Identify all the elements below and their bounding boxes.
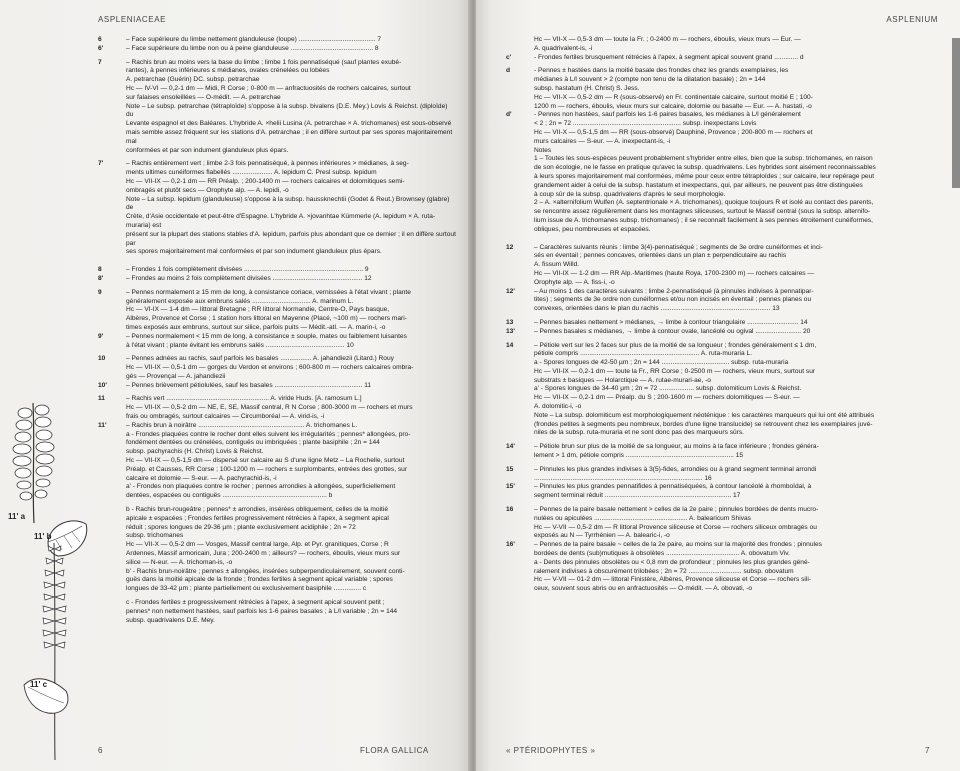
left-page <box>0 0 470 771</box>
key-line <box>506 182 926 191</box>
key-line <box>98 599 456 608</box>
key-line <box>506 342 926 351</box>
key-line <box>506 164 926 173</box>
key-text: – Pennes normalement < 15 mm de long, à consistance ± souple, mates ou faiblement luisantes <box>126 332 407 340</box>
key-text: – Pétiole brun sur plus de la moitié de sa longueur, au moins à la face inférieure ; frondes généra- <box>534 443 819 451</box>
key-line <box>98 439 456 448</box>
key-line <box>98 448 456 457</box>
key-line <box>506 429 926 438</box>
key-line <box>98 160 456 169</box>
key-text: Ardennes, Massif armoricain, Jura ; 200-2400 m ; ailleurs? — rochers, éboulis, vieux murs sur <box>126 550 401 558</box>
key-text: – Frondes au moins 2 fois complètement divisées ................................................. 12 <box>126 274 372 282</box>
couplet-number: 8' <box>98 274 104 282</box>
couplet-number: 6 <box>98 36 102 43</box>
figure-label-11b: 11' b <box>34 532 52 541</box>
key-text: apicale ± espacées ; Frondes fertiles progressivement rétrécies à l'apex, à segment apical <box>126 514 389 522</box>
key-text: Hc — VII-IX — 0,5-1 dm — gorges du Verdon et environs ; 600-800 m — rochers calcaires ombra- <box>126 364 414 372</box>
key-line <box>506 288 926 297</box>
key-line <box>506 515 926 524</box>
key-line <box>98 404 456 413</box>
key-text: – Pinnules les plus grandes pennatifides à pennatiséquées, à contour lancéolé à rhomboïdal, à <box>534 483 812 491</box>
key-line <box>506 279 926 288</box>
key-text: – Pennes basales ≤ médianes, → limbe à contour ovale, lancéolé ou ogival ......................... 20 <box>534 327 811 335</box>
key-line <box>506 199 926 208</box>
key-line <box>506 45 926 54</box>
key-text: Levante espagnol et des Baléares. L'hybride A. ×helii Lusina (A. petrarchae × A. trichomanes) est sous-observé <box>126 120 452 128</box>
couplet-number: 13' <box>506 327 515 335</box>
key-text: Note – Le subsp. petrarchae (tétraploïde) s'oppose à la subsp. bivalens (D.E. Mey.) Lovis & Reichst. (diploïde) du <box>126 102 448 119</box>
couplet-number: 11' <box>98 421 107 429</box>
key-text: – Frondes 1 fois complètement divisées ................................................................. 9 <box>126 266 369 274</box>
key-text: – Face supérieure du limbe non ou à peine glanduleuse ............................................. 8 <box>126 44 379 52</box>
key-text: – Rachis brun à noirâtre .......................................................... A. trichomanes L. <box>126 421 358 429</box>
key-text: longues de 33-42 µm ; plante partiellement ou exclusivement basiphile ............... c <box>126 585 367 593</box>
key-line <box>506 532 926 541</box>
couplet-number: c' <box>506 53 512 61</box>
key-text: Crète, d'Asie occidentale et peut-être d'Espagne. L'hybride A. ×jovanhtae Kümmerle (A. lepidum × A. ruta-muraria) est <box>126 213 436 229</box>
key-text: - Pennes ± hastées dans la moitié basale des frondes chez les grands exemplaires, les <box>534 67 789 75</box>
key-line <box>98 355 456 364</box>
key-line <box>98 324 456 333</box>
couplet-number: 8 <box>98 266 102 274</box>
key-text: a' - Spores longues de 34-40 µm ; 2n = 72 ................... subsp. dolomiticum Lovis & Reichst. <box>534 385 802 393</box>
key-text: b - Rachis brun-rougeâtre ; pennes* ± arrondies, insérées obliquement, celles de la moitié <box>126 506 389 514</box>
key-text: gés — Provençal — A. jahandiezii <box>126 372 226 380</box>
key-line <box>506 252 926 261</box>
couplet-number: 11 <box>98 395 105 403</box>
key-line <box>506 270 926 279</box>
key-line <box>98 76 456 85</box>
key-line <box>98 364 456 373</box>
key-text: a' - Frondes non plaquées contre le rocher ; pennes arrondies à allongées, superficiellement <box>126 483 396 491</box>
fern-illustration-11c <box>20 535 90 765</box>
key-spacer <box>506 235 926 244</box>
key-text: Hc — VII-IX — 1-2 dm — RR Alp.-Maritimes (haute Roya, 1700-2300 m) — rochers calcaires — <box>534 269 814 277</box>
key-line <box>506 524 926 533</box>
couplet-number: 13 <box>506 318 514 326</box>
key-text: Hc — IV-VI — 0,2-1 dm — Midi, R Corse ; 0-800 m — anfractuosités de rochers calcaires, surtout <box>126 84 411 92</box>
key-text: times exposés aux embruns, surtout sur silice, parfois puits — Médit.-atl. — A. marin-i, -o <box>126 323 386 331</box>
key-line <box>506 403 926 412</box>
key-line <box>506 155 926 164</box>
couplet-number: 14' <box>506 443 515 451</box>
key-text: Hc — V-VII — 0,5-2 dm — R littoral Provence siliceuse et Corse — rochers siliceux ombragés ou <box>534 523 817 531</box>
key-text: nulées ou apiculées ................................................... A. balearicum Shivas <box>534 514 751 522</box>
key-text: réduit ; spores longues de 29-36 µm ; plante exclusivement acidiphile ; 2n = 72 <box>126 523 356 531</box>
key-line <box>98 178 456 187</box>
key-line <box>506 208 926 217</box>
fern-illustration-11a <box>4 398 64 528</box>
figure-label-11c: 11' c <box>30 680 48 689</box>
key-text: niles de la subsp. ruta-muraria et ne sont donc pas des marqueurs sûrs. <box>534 429 745 437</box>
key-line <box>506 443 926 452</box>
key-line <box>506 296 926 305</box>
key-line <box>506 111 926 120</box>
key-text: à l'état vivant ; plante évitant les embruns salés ........................................... 10 <box>126 341 354 349</box>
key-line <box>506 85 926 94</box>
taxon-name: subsp. pachyrachis (H. Christ) Lovis & Reichst. <box>126 448 264 456</box>
key-line <box>98 550 456 559</box>
key-line <box>98 382 456 391</box>
couplet-number: 12 <box>506 243 514 251</box>
key-text: a - Frondes plaquées contre le rocher dont elles suivent les irrégularités ; pennes* allongées, pro- <box>126 430 411 438</box>
key-text: guës dans la moitié apicale de la fronde ; frondes fertiles à segment apical variable ; spores <box>126 576 393 584</box>
key-line <box>506 147 926 156</box>
key-line <box>506 483 926 492</box>
key-line <box>506 191 926 200</box>
key-line <box>98 395 456 404</box>
key-line <box>98 315 456 324</box>
key-text: Note – La subsp. dolomiticum est morphologiquement néoténique : les caractères marqueurs qui lui ont été attribués <box>534 411 875 419</box>
key-text: obliques, peu nombreuses et espacées. <box>534 225 651 233</box>
key-line <box>98 306 456 315</box>
key-line <box>506 550 926 559</box>
key-line <box>98 45 456 54</box>
key-line <box>506 138 926 147</box>
key-text: de son écologie, ne le fasse en pratique qu'avec la subsp. quadrivalens. Les hybrides sont aisément reconnaissables <box>534 164 876 172</box>
key-line <box>98 506 456 515</box>
key-text: – Face supérieure du limbe nettement glanduleuse (loupe) .......................................... 7 <box>126 36 382 43</box>
couplet-number: 12' <box>506 287 515 295</box>
key-line <box>98 196 456 214</box>
couplet-number: d <box>506 67 511 75</box>
couplet-number: 15 <box>506 465 514 473</box>
key-text: – Au moins 1 des caractères suivants : limbe 2-pennatiséqué (à pinnules indivises à pennatipar- <box>534 287 814 295</box>
key-line <box>98 147 456 156</box>
key-text: présent sur la plupart des stations stables d'A. lepidum, parfois plus abondant que ce dernier ; il en diffère surtout par <box>126 230 456 247</box>
key-text: substrats ± basiques — Holarctique — A. rutae-murari-ae, -o <box>534 376 711 384</box>
key-text: Hc — VII-X — 0,5-1,5 dm — RR (sous-observé) Dauphiné, Provence ; 200-800 m — rochers et <box>534 128 813 136</box>
key-text: Hc — VII-IX — 0,2-1 dm — Préalp. du S ; 200-1600 m — rochers dolomitiques — S-eur. — <box>534 394 800 402</box>
key-line <box>506 576 926 585</box>
key-line <box>98 492 456 501</box>
key-line <box>98 608 456 617</box>
key-text: Hc — V-VII — 01-2 dm — littoral Finistère, Albères, Provence siliceuse et Corse — rochers sili- <box>534 576 812 584</box>
key-line <box>506 377 926 386</box>
key-text: Hc — VII-X — 0,5-3 dm — toute la Fr. ; 0-2400 m — rochers, éboulis, vieux murs — Eur. — <box>534 36 801 43</box>
key-line <box>506 36 926 45</box>
key-text: Hc — VII-IX — 0,2-1 dm — RR Préalp. ; 200-1400 m — rochers calcaires et dolomitiques semi- <box>126 177 405 185</box>
key-text: – Pétiole vert sur les 2 faces sur plus de la moitié de sa longueur ; frondes généralement ≤ 1 dm, <box>534 341 817 349</box>
key-text: Albères, Provence et Corse ; 1 station hors littoral en Mayenne (Placé, ~100 m) — rochers mari- <box>126 315 407 323</box>
footer-left: FLORA GALLICA <box>360 746 429 755</box>
footer-right: « PTÉRIDOPHYTES » <box>506 746 596 755</box>
key-text: – Pennes brièvement pétiolulées, sauf les basales ................................................ 11 <box>126 381 372 389</box>
key-text: 1200 m — rochers, éboulis, vieux murs sur calcaire, dolomie ou basalte — Eur. — A. hastati, -o <box>534 102 812 110</box>
key-line <box>506 103 926 112</box>
key-line <box>98 59 456 68</box>
right-page <box>476 0 960 771</box>
key-text: Hc — VII-X — 0,5-2 dm — R (sous-observé) en Fr. continentale calcaire, surtout moitié E ; 100- <box>534 93 813 101</box>
key-text: segment terminal réduit ..................................................................... 17 <box>534 492 741 500</box>
key-text: grandement aider à celui de la subsp. hastatum et inexpectans, qui, par ailleurs, ne peuvent pas être distinguées <box>534 181 863 189</box>
couplet-number: 9' <box>98 332 104 340</box>
key-text: ceux, souvent sous abris ou en anfractuosités — O-médit. — A. obovati, -o <box>534 585 753 593</box>
running-head-right: ASPLENIUM <box>886 15 938 24</box>
key-line <box>98 85 456 94</box>
key-text: – Pennes basales nettement > médianes, → limbe à contour triangulaire ............................ 14 <box>534 318 808 326</box>
taxon-name: subsp. quadrivalens D.E. Mey. <box>126 616 215 624</box>
key-line <box>98 413 456 422</box>
key-line <box>98 129 456 147</box>
key-text: a - Dents des pinnules obsolètes ou < 0,8 mm de profondeur ; pinnules les plus grandes géné- <box>534 558 810 566</box>
couplet-number: 9 <box>98 288 102 296</box>
key-line <box>506 394 926 403</box>
couplet-number: 16' <box>506 541 515 549</box>
key-line <box>98 466 456 475</box>
key-text: mais semble assez fréquent sur les stations d'A. petrarchae ; il en diffère surtout par ses spores majoritairement mal <box>126 128 453 145</box>
key-line <box>506 305 926 314</box>
key-line <box>506 261 926 270</box>
key-line <box>98 275 456 284</box>
key-text: ments ultimes cunéiformes flabellés ...................... A. lepidum C. Presl subsp. lepidum <box>126 169 377 177</box>
key-line <box>98 103 456 121</box>
key-text: a - Spores longues de 42-50 µm ; 2n = 144 ..................................... subsp. ruta-muraria <box>534 359 789 367</box>
couplet-number: 16 <box>506 506 514 514</box>
key-line <box>98 475 456 484</box>
key-line <box>506 368 926 377</box>
key-text: se rencontre assez régulièrement dans les montagnes siliceuses, surtout le Massif central (sous la subsp. alternifo- <box>534 208 871 216</box>
key-text: < 2 ; 2n = 72 ........................................................... subsp. inexpectans Lovis <box>534 120 757 128</box>
key-line <box>98 431 456 440</box>
key-line <box>506 568 926 577</box>
couplet-number: d' <box>506 111 512 119</box>
key-text: dentées, espacées ou contiguës ......................................................... b <box>126 492 333 500</box>
key-line <box>98 559 456 568</box>
key-text: 1 – Toutes les sous-espèces peuvent probablement s'hybrider entre elles, bien que la subsp. trichomanes, en raison <box>534 155 873 163</box>
key-text: médianes à L/l souvent > 2 (compte non tenu de la dilatation basale) ; 2n = 144 <box>534 76 766 84</box>
key-line <box>506 120 926 129</box>
key-line <box>506 76 926 85</box>
key-line <box>98 515 456 524</box>
key-line <box>98 36 456 45</box>
key-text: – Pennes normalement ≥ 15 mm de long, à consistance coriace, vernissées à l'état vivant ; plante <box>126 288 411 296</box>
key-text: à leurs spores majoritairement mal conformées, même pour ceux entre tétraploïdes ; sur calcaire, leur repérage peut <box>534 172 875 180</box>
key-line <box>98 342 456 351</box>
key-line <box>98 94 456 103</box>
key-text: fondément dentées ou crénelées, contiguës ou imbriquées ; plante basiphile ; 2n = 144 <box>126 439 380 447</box>
taxon-name: A. petrarchae (Guérin) DC. subsp. petrarchae <box>126 76 260 84</box>
key-line <box>506 506 926 515</box>
couplet-number: 14 <box>506 341 514 349</box>
key-text: ............................................................................................ 16 <box>534 474 712 482</box>
key-text: Hc — VI-IX — 1-4 dm — littoral Bretagne ; RR littoral Normandie, Centre-O, Pays basque, <box>126 306 390 314</box>
key-line <box>506 359 926 368</box>
key-line <box>506 452 926 461</box>
key-line <box>506 67 926 76</box>
key-line <box>506 244 926 253</box>
key-line <box>98 248 456 257</box>
key-line <box>98 568 456 577</box>
key-text: Hc — VII-IX — 0,5-1,5 dm — dispersé sur calcaire au S d'une ligne Metz – La Rochelle, surtout <box>126 457 405 465</box>
key-text: – Pinnules les plus grandes indivises à 3(5)-fides, arrondies ou à grand segment terminal arrondi <box>534 465 817 473</box>
key-line <box>98 524 456 533</box>
key-line <box>98 532 456 541</box>
key-line <box>98 541 456 550</box>
key-text: Note – La subsp. lepidum (glanduleuse) s'oppose à la subsp. haussknechtii (Godet & Reut.) Brownsey (glabre) de <box>126 195 450 212</box>
thumb-index-tab <box>952 38 960 188</box>
couplet-number: 7' <box>98 160 104 168</box>
key-text: silice — N-eur. — A. trichoman-is, -o <box>126 558 233 566</box>
key-line <box>506 541 926 550</box>
key-text: - Pennes non hastées, sauf parfois les 1-6 paires basales, les médianes à L/l généralement <box>534 111 801 119</box>
key-text: pétiole compris ................................................................. A. ruta-muraria L. <box>534 350 753 358</box>
key-text: – Rachis vert ........................................................ A. viride Huds. [A. ramosum L.] <box>126 395 362 403</box>
key-text: pennes* non nettement hastées, sauf parfois les 1-6 paires basales ; à L/l variable ; 2n = 144 <box>126 607 398 615</box>
key-text: ralement indivises à obscurément trilobées ; 2n = 72 ............................. subsp. obovatum <box>534 567 794 575</box>
key-line <box>506 217 926 226</box>
key-text: tites) ; segments de 3e ordre non cunéiformes et/ou non incisés en éventail ; pennes planes ou <box>534 296 812 304</box>
key-line <box>98 169 456 178</box>
key-line <box>98 67 456 76</box>
key-text: ombragés et plutôt secs — Orophyte alp. — A. lepidi, -o <box>126 186 289 194</box>
key-text: calcaire et dolomie — S-eur. — A. pachyrachid-is, -i <box>126 474 277 482</box>
taxon-name: subsp. trichomanes <box>126 532 184 540</box>
key-text: frais ou ombragés, surtout calcaires — Circumboréal — A. virid-is, -i <box>126 413 325 421</box>
key-line <box>506 350 926 359</box>
key-line <box>506 475 926 484</box>
key-line <box>98 422 456 431</box>
key-text: 2 – A. ×alternifolium Wulfen (A. septentrionale × A. trichomanes), quoique toujours R et isolé au contact des parents, <box>534 199 874 207</box>
key-spacer <box>98 257 456 266</box>
key-line <box>506 328 926 337</box>
key-text: lement > 1 dm, pétiole compris ........................................................... 15 <box>534 452 744 460</box>
key-line <box>98 333 456 342</box>
left-key-column <box>98 36 456 625</box>
key-line <box>506 319 926 328</box>
key-line <box>98 298 456 307</box>
couplet-number: 15' <box>506 483 515 491</box>
key-text: (frondes petites à segments peu nombreux, bordes d'une ligne translucide) se retrouvent chez les exemplaires juvé- <box>534 420 873 428</box>
taxon-name: subsp. hastatum (H. Christ) S. Jess. <box>534 84 640 92</box>
key-line <box>98 373 456 382</box>
key-line <box>98 483 456 492</box>
key-text: convexes, orientées dans le plan du rachis ............................................................ 13 <box>534 305 780 313</box>
running-head-left: ASPLENIACEAE <box>98 15 167 24</box>
key-line <box>98 266 456 275</box>
key-line <box>506 173 926 182</box>
key-text: Préalp. et Causses, RR Corse ; 100-1200 m — rochers ± surplombants, entrées des grottes, sur <box>126 465 408 473</box>
key-text: Hc — VII-IX — 0,5-2 dm — NE, E, SE, Massif central, R N Corse ; 800-3000 m — rochers et murs <box>126 404 413 412</box>
key-line <box>506 559 926 568</box>
key-text: à coup sûr de la subsp. quadrivalens d'après le seul morphologie. <box>534 190 726 198</box>
key-line <box>506 129 926 138</box>
couplet-number: 7 <box>98 58 102 66</box>
key-text: – Pennes de la paire basale nettement > celles de la 2e paire ; pinnules bordées de dents mucro- <box>534 506 819 514</box>
key-line <box>506 421 926 430</box>
figure-label-11a: 11' a <box>8 512 26 521</box>
key-line <box>506 54 926 63</box>
right-key-column <box>506 36 926 594</box>
page-number-left: 6 <box>98 746 103 755</box>
key-line <box>506 94 926 103</box>
key-text: sés en éventail ; pennes concaves, orientées dans un plan ± perpendiculaire au rachis <box>534 252 787 260</box>
key-text: – Rachis brun au moins vers la base du limbe ; limbe 1 fois pennatiséqué (sauf plantes exubé- <box>126 58 402 66</box>
key-line <box>506 226 926 235</box>
key-line <box>98 457 456 466</box>
key-line <box>98 585 456 594</box>
key-line <box>506 585 926 594</box>
key-text: – Caractères suivants réunis : limbe 3(4)-pennatiséqué ; segments de 3e ordre cunéiformes et inci- <box>534 243 823 251</box>
key-text: A. quadrivalent-is, -i <box>534 44 593 52</box>
key-text: - Frondes fertiles brusquement rétrécies à l'apex, à segment apical souvent grand ............. d <box>534 53 804 61</box>
key-line <box>506 412 926 421</box>
key-text: lium issue de A. trichomanes subsp. trichomanes) ; il se reconnaît facilement à ses pennes étroitement cunéiformes, <box>534 216 874 224</box>
couplet-number: 6' <box>98 44 104 52</box>
key-line <box>98 617 456 626</box>
key-text: bordées de dents (sub)mutiques à obsolètes ........................................ A. obovatum Viv. <box>534 550 790 558</box>
taxon-name: A. fissum Willd. <box>534 261 580 269</box>
key-text: Hc — VII-X — 0,5-2 dm — Vosges, Massif central large, Alp. et Pyr. granitiques, Corse ; R <box>126 541 389 549</box>
key-line <box>506 385 926 394</box>
key-text: conformées et par son indument glanduleux plus épars. <box>126 146 289 154</box>
key-line <box>98 120 456 129</box>
key-text: – Pennes adnées au rachis, sauf parfois les basales ................. A. jahandiezii (Litard.) Rouy <box>126 355 394 363</box>
key-text: exposés au N — Tyrrhénien — A. balearic-i, -o <box>534 532 670 540</box>
key-text: – Pennes de la paire basale ~ celles de la 2e paire, au moins sur la majorité des frondes ; pinnules <box>534 541 822 549</box>
key-text: sur falaises ensoleillées — O-médit. — A. petrarchae <box>126 93 281 101</box>
couplet-number: 10 <box>98 355 106 363</box>
key-line <box>98 213 456 231</box>
key-text: généralement exposée aux embruns salés ................................ A. marinum L. <box>126 297 354 305</box>
key-text: Notes <box>534 146 552 154</box>
key-line <box>98 187 456 196</box>
key-text: Orophyte alp. — A. fiss-i, -o <box>534 278 615 286</box>
key-line <box>98 231 456 249</box>
key-text: c - Frondes fertiles ± progressivement rétrécies à l'apex, à segment apical souvent petit ; <box>126 599 385 607</box>
key-line <box>98 289 456 298</box>
key-text: ses spores majoritairement mal conformées et par son indument glanduleux plus épars. <box>126 248 382 256</box>
key-line <box>506 466 926 475</box>
key-text: Hc — VII-IX — 0,2-1 dm — toute la Fr., RR Corse ; 0-2500 m — rochers, vieux murs, surtout sur <box>534 367 816 375</box>
key-line <box>98 576 456 585</box>
key-text: rantes), à pennes inférieures ≤ médianes, ovales crénelées ou lobées <box>126 67 330 75</box>
key-line <box>506 492 926 501</box>
couplet-number: 10' <box>98 381 107 389</box>
key-text: b' - Rachis brun-noirâtre ; pennes ± allongées, insérées subperpendiculairement, souvent conti- <box>126 567 405 575</box>
key-text: A. dolomitic-i, -o <box>534 403 582 411</box>
key-text: murs calcaires — S-eur. — A. inexpectant-is, -i <box>534 137 671 145</box>
key-text: – Rachis entièrement vert ; limbe 2-3 fois pennatiséqué, à pennes inférieures > médianes, à seg- <box>126 160 409 168</box>
page-number-right: 7 <box>925 746 930 755</box>
